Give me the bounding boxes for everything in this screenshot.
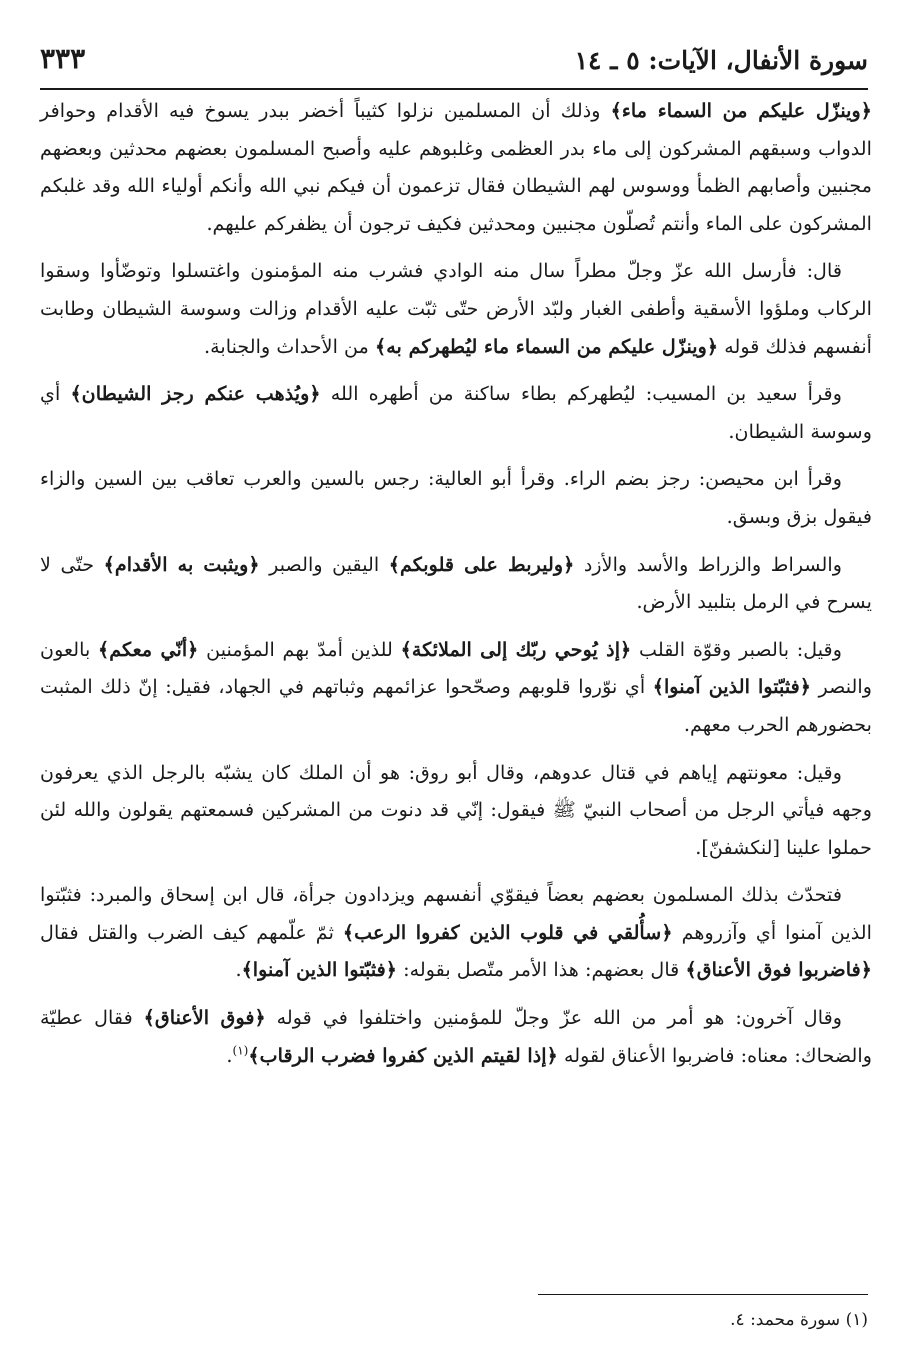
text-run: وقال آخرون: هو أمر من الله عزّ وجلّ للمؤمنين واختلفوا في قوله xyxy=(265,1006,843,1030)
quran-quote: ﴿سأُلقي في قلوب الذين كفروا الرعب﴾ xyxy=(342,920,673,944)
text-run: أي وسوسة الشيطان. xyxy=(40,382,872,443)
text-run: . xyxy=(226,1043,233,1067)
text-run: حتّى لا يسرح في الرمل بتلبيد الأرض. xyxy=(40,552,872,614)
paragraph xyxy=(40,631,872,744)
text-run: وقرأ سعيد بن المسيب: ليُطهركم بطاء ساكنة من أطهره الله xyxy=(320,382,842,406)
quran-quote: ﴿وينزّل عليكم من السماء ماء﴾ xyxy=(610,99,872,122)
quran-quote: ﴿فثبّتوا الذين آمنوا﴾ xyxy=(652,675,812,699)
quran-quote: ﴿إذا لقيتم الذين كفروا فضرب الرقاب﴾ xyxy=(248,1043,558,1067)
quran-quote: ﴿فثبّتوا الذين آمنوا﴾ xyxy=(241,958,398,982)
text-run: وقيل: بالصبر وقوّة القلب xyxy=(631,637,842,661)
paragraph xyxy=(40,92,872,242)
paragraph xyxy=(40,252,872,365)
text-run: ثمّ علّمهم كيف الضرب والقتل فقال xyxy=(40,920,343,944)
page-number: ٣٣٣ xyxy=(40,42,86,75)
quran-quote: ﴿فوق الأعناق﴾ xyxy=(143,1006,266,1030)
text-run: بالعون والنصر xyxy=(40,637,873,699)
quran-quote: ﴿أنّي معكم﴾ xyxy=(98,637,199,661)
text-run: والسراط والزراط والأسد والأزد xyxy=(574,552,842,576)
quran-quote: ﴿وينزّل عليكم من السماء ماء ليُطهركم به﴾ xyxy=(375,334,719,358)
quran-quote: ﴿ويُذهب عنكم رجز الشيطان﴾ xyxy=(70,382,321,406)
text-run: قال بعضهم: هذا الأمر متّصل بقوله: xyxy=(397,958,686,982)
footnote-ref: (١) xyxy=(232,1043,249,1058)
text-run: . xyxy=(235,958,242,982)
quran-quote: ﴿ويثبت به الأقدام﴾ xyxy=(103,552,260,576)
text-run: قال: فأرسل الله عزّ وجلّ مطراً سال منه الوادي فشرب منه المؤمنون واغتسلوا وتوضّأوا وسقوا الركاب وملؤوا الأسقية وأطفى الغبار ولبّد الأرض حتّى ثبّت عليه الأقدام وزالت وسوسة الشيطان وطابت أنفسهم فذلك قوله xyxy=(40,259,872,358)
text-run: اليقين والصبر xyxy=(259,552,389,576)
running-title: سورة الأنفال، الآيات: ٥ ـ ١٤ xyxy=(574,46,868,75)
paragraph xyxy=(40,999,872,1074)
paragraph xyxy=(40,876,872,989)
paragraph xyxy=(40,375,872,450)
main-text xyxy=(40,92,872,1084)
paragraph xyxy=(40,754,872,867)
footnote-separator xyxy=(538,1294,868,1295)
quran-quote: ﴿فاضربوا فوق الأعناق﴾ xyxy=(685,958,872,982)
text-run: وذلك أن المسلمين نزلوا كثيباً أخضر ببدر يسوخ فيه الأقدام وحوافر الدواب وسبقهم المشركون إلى ماء بدر العظمى وغلبوهم عليه وأصبح المسلمون بعضهم محدثين وبعضهم مجنبين وأصابهم الظمأ ووسوس لهم الشيطان فقال تزعمون أن فيكم نبي الله وأنكم أولياء الله وقد غلبكم المشركون على الماء وأنتم تُصلّون مجنبين ومحدثين فكيف ترجون أن يظفركم عليهم. xyxy=(40,99,872,235)
text-run: فقال عطيّة والضحاك: معناه: فاضربوا الأعناق لقوله xyxy=(40,1006,872,1067)
paragraph xyxy=(40,546,872,621)
quran-quote: ﴿إذ يُوحي ربّك إلى الملائكة﴾ xyxy=(400,637,632,661)
text-run: أي نوّروا قلوبهم وصحّحوا عزائمهم وثباتهم في الجهاد، فقيل: إنّ ذلك المثبت بحضورهم الحرب معهم. xyxy=(40,675,872,736)
page-header xyxy=(40,38,868,90)
quran-quote: ﴿وليربط على قلوبكم﴾ xyxy=(388,552,575,576)
paragraph xyxy=(40,460,872,535)
text-run: للذين أمدّ بهم المؤمنين xyxy=(198,637,401,661)
text-run: فتحدّث بذلك المسلمون بعضهم بعضاً فيقوّي أنفسهم ويزدادون جرأة، قال ابن إسحاق والمبرد: فثبّتوا الذين آمنوا أي وآزروهم xyxy=(40,883,872,944)
footnote: (١) سورة محمد: ٤. xyxy=(730,1310,868,1330)
text-run: وقيل: معونتهم إياهم في قتال عدوهم، وقال أبو روق: هو أن الملك كان يشبّه بالرجل الذي يعرفون وجهه فيأتي الرجل من أصحاب النبيّ ﷺ فيقول: إنّي قد دنوت من المشركين فسمعتهم يقولون والله لئن حملوا علينا [لنكشفنّ]. xyxy=(40,760,872,859)
text-run: وقرأ ابن محيصن: رجز بضم الراء. وقرأ أبو العالية: رجس بالسين والعرب تعاقب بين السين والزاء فيقول بزق وبسق. xyxy=(40,467,872,528)
text-run: من الأحداث والجنابة. xyxy=(204,334,376,358)
